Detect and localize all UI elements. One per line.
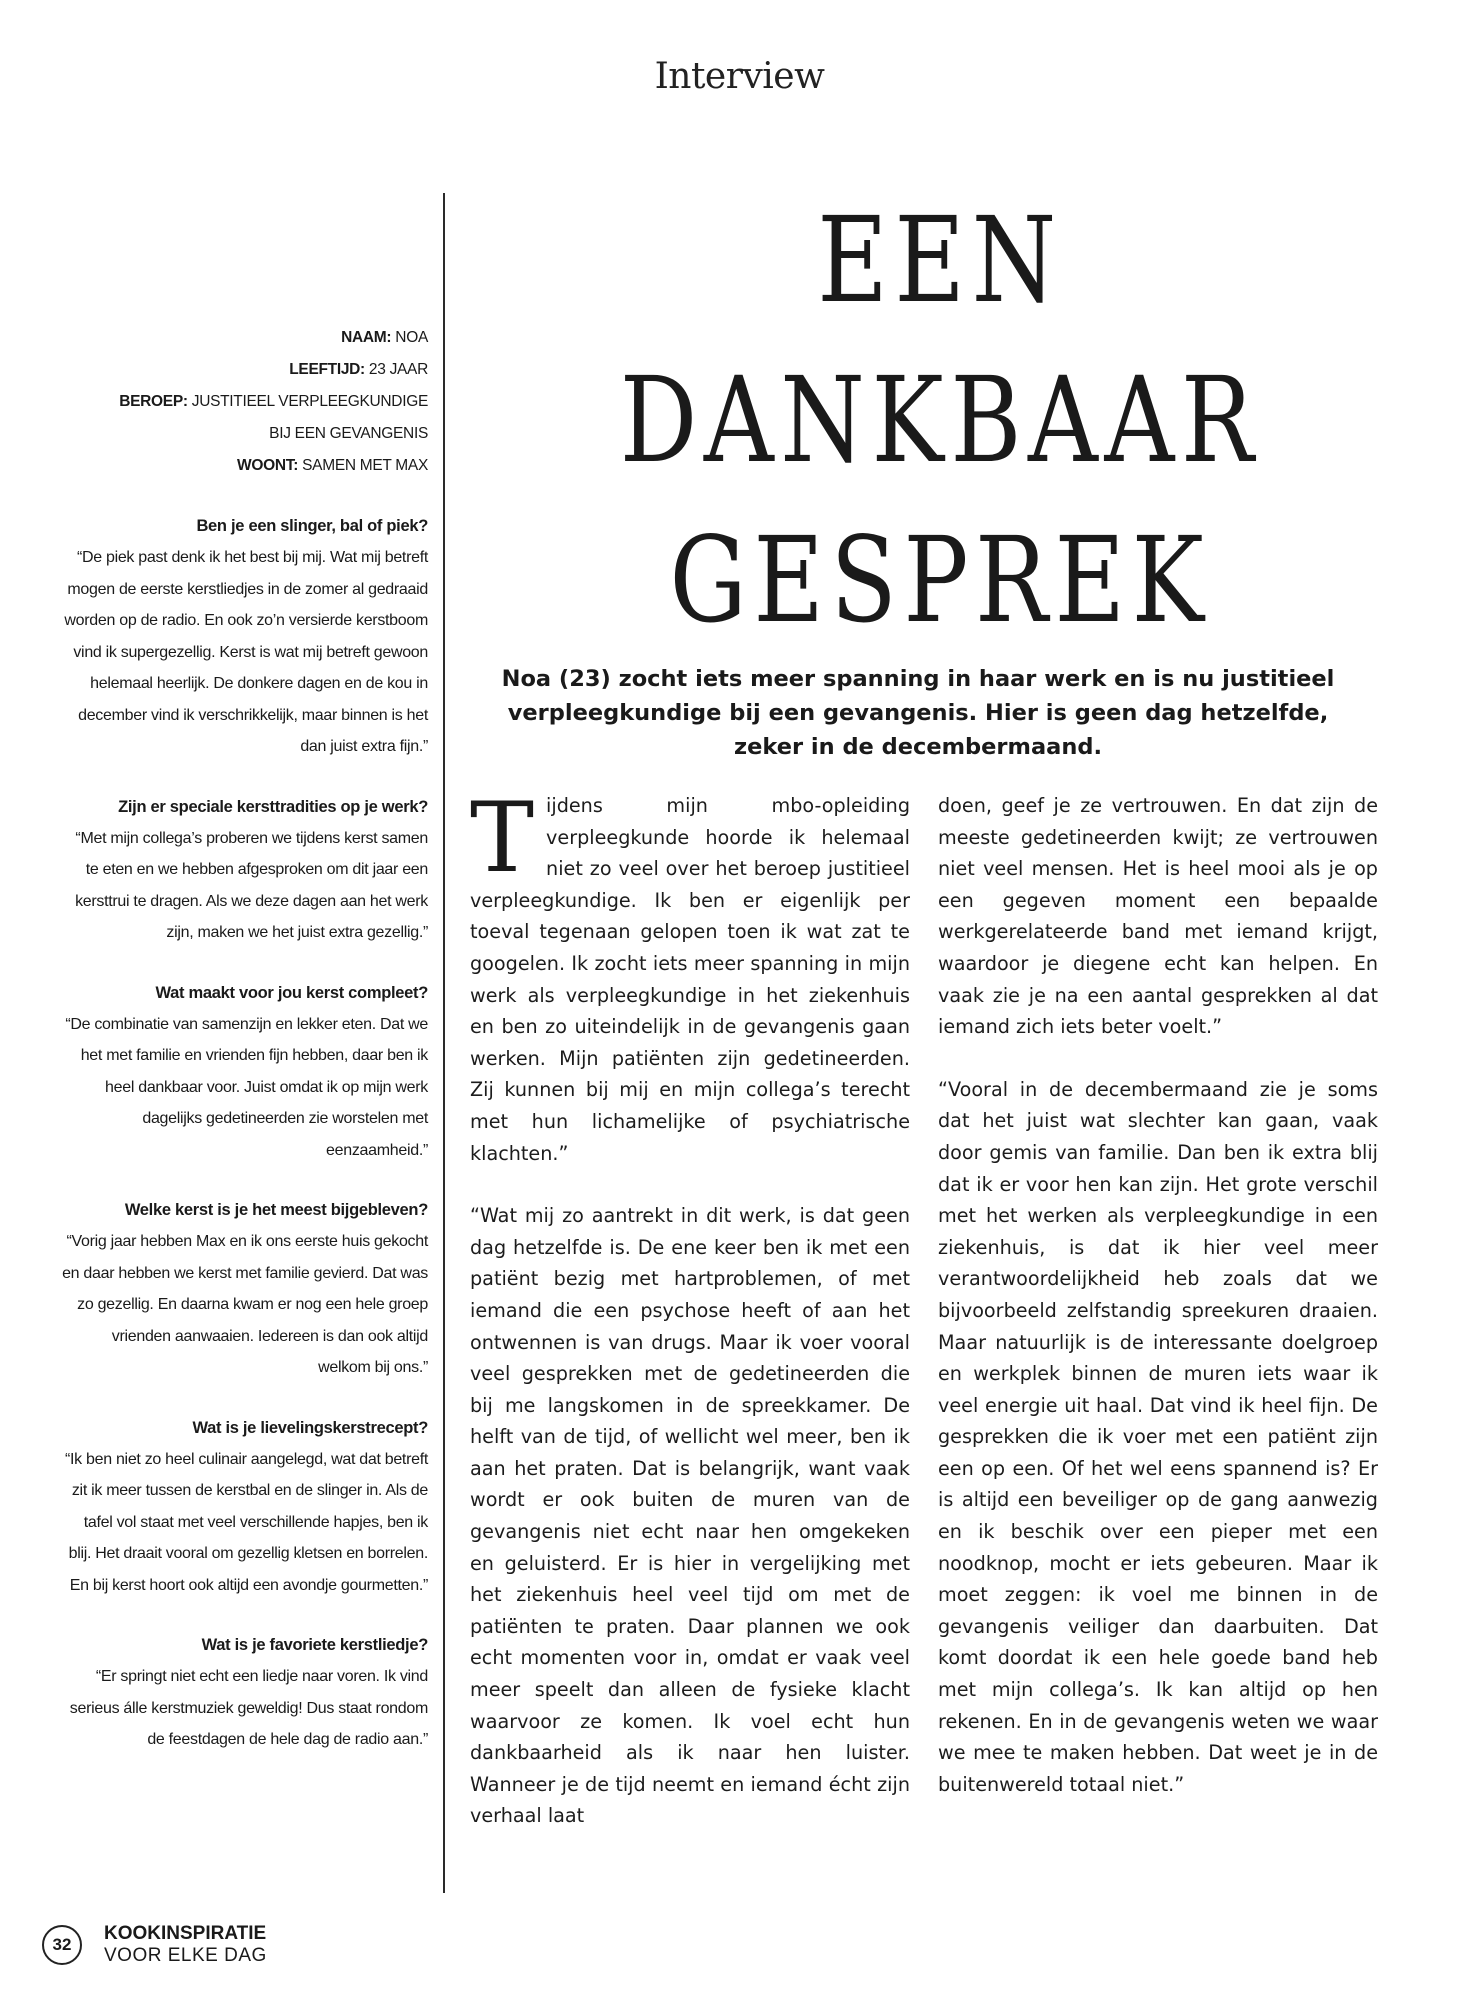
qa-answer: “Met mijn collega’s proberen we tijdens kerst samen te eten en we hebben afgesproken om dit jaar een kersttrui te dragen. Als we deze dagen aan het werk zijn, maken we het juist extra gezellig.” <box>75 829 428 941</box>
body-column-2 <box>938 790 1378 1831</box>
qa-question: Wat maakt voor jou kerst compleet? <box>155 983 428 1002</box>
qa-item <box>60 1194 428 1384</box>
qa-item <box>60 1629 428 1756</box>
profile-box <box>60 322 428 482</box>
body-column-1 <box>470 782 910 1863</box>
qa-question: Welke kerst is je het meest bijgebleven? <box>124 1201 428 1219</box>
intro-lead: Noa (23) zocht iets meer spanning in haar werk en is nu justitieel verpleegkundige bij een gevangenis. Hier is geen dag hetzelfde, zeker in de decembermaand. <box>501 666 1335 760</box>
profile-age: LEEFTIJD: 23 JAAR <box>289 361 428 378</box>
body-paragraph: “Wat mij zo aantrekt in dit werk, is dat geen dag hetzelfde is. De ene keer ben ik met een patiënt bezig met hartproblemen, of met iemand die een psychose heeft of aan het ontwennen is van drugs. Maar ik voer vooral veel gesprekken met de gedetineerden die bij me langskomen in de spreekkamer. De helft van de tijd, of wellicht wel meer, ben ik aan het praten. Dat is belangrijk, want vaak wordt er ook buiten de muren van de gevangenis niet echt naar hen omgekeken en geluisterd. Er is hier in vergelijking met het ziekenhuis heel veel tijd om met de patiënten te praten. Daar plannen we ook echt momenten voor in, omdat er vaak veel meer speelt dan alleen de fysieke klacht waarvoor ze komen. Ik voel echt hun dankbaarheid als ik naar hen luister. Wanneer je de tijd neemt en iemand écht zijn verhaal laat <box>470 1204 910 1828</box>
headline <box>470 180 1410 660</box>
qa-answer: “Ik ben niet zo heel culinair aangelegd, wat dat betreft zit ik meer tussen de kerstbal en de slinger in. Als de tafel vol staat met veel verschillende hapjes, ben ik blij. Het draait vooral om gezellig kletsen en borrelen. En bij kerst hoort ook altijd een avondje gourmetten.” <box>65 1450 428 1594</box>
profile-name: NAAM: NOA <box>341 329 428 346</box>
body-paragraph: doen, geef je ze vertrouwen. En dat zijn de meeste gedetineerden kwijt; ze vertrouwen niet veel mensen. Het is heel mooi als je op een gegeven moment een bepaalde werkgerelateerde band met iemand krijgt, waardoor je diegene echt kan helpen. En vaak zie je na een aantal gesprekken al dat iemand zich iets beter voelt.” <box>938 794 1378 1039</box>
headline-line-3: GESPREK <box>669 511 1211 649</box>
qa-item <box>60 1412 428 1602</box>
qa-item <box>60 510 428 763</box>
profile-job: BEROEP: JUSTITIEEL VERPLEEGKUNDIGE BIJ EEN GEVANGENIS <box>119 393 428 442</box>
drop-cap: T <box>470 782 535 894</box>
headline-line-2: DANKBAAR <box>619 351 1261 489</box>
qa-item <box>60 977 428 1167</box>
body-paragraph: Tijdens mijn mbo-opleiding verpleegkunde hoorde ik helemaal niet zo veel over het beroep justitieel verpleegkundige. Ik ben er eigenlijk per toeval tegenaan gelopen toen ik wat zat te googelen. Ik zocht iets meer spanning in mijn werk als verpleegkundige in het ziekenhuis en ben zo uiteindelijk in de gevangenis gaan werken. Mijn patiënten zijn gedetineerden. Zij kunnen bij mij en mijn collega’s terecht met hun lichamelijke of psychiatrische klachten.” <box>470 782 910 1165</box>
magazine-brand <box>104 1923 267 1967</box>
qa-answer: “Vorig jaar hebben Max en ik ons eerste huis gekocht en daar hebben we kerst met familie gevierd. Dat was zo gezellig. En daarna kwam er nog een hele groep vrienden aanwaaien. Iedereen is dan ook altijd welkom bij ons.” <box>62 1233 428 1376</box>
qa-question: Ben je een slinger, bal of piek? <box>196 517 428 535</box>
qa-question: Wat is je favoriete kerstliedje? <box>201 1636 428 1654</box>
brand-line-1: KOOKINSPIRATIE <box>104 1923 267 1944</box>
headline-line-1: EEN <box>817 191 1063 329</box>
qa-question: Zijn er speciale kersttradities op je werk? <box>118 797 428 816</box>
qa-answer: “Er springt niet echt een liedje naar voren. Ik vind serieus álle kerstmuziek geweldig! Dus staat rondom de feestdagen de hele dag de radio aan.” <box>69 1668 428 1748</box>
section-label: Interview <box>654 56 825 97</box>
column-divider <box>443 193 445 1893</box>
body-paragraph: “Vooral in de decembermaand zie je soms dat het juist wat slechter kan gaan, vaak door gemis van familie. Dan ben ik extra blij dat ik er voor hen kan zijn. Het grote verschil met het werken als verpleegkundige in een ziekenhuis, is dat ik hier veel meer verantwoordelijkheid heb zoals dat we bijvoorbeeld zelfstandig spreekuren draaien. Maar natuurlijk is de interessante doelgroep en werkplek binnen de muren iets waar ik veel energie uit haal. Dat vind ik heel fijn. De gesprekken die ik voer met een patiënt zijn een op een. Of het wel eens spannend is? Er is altijd een beveiliger op de gang aanwezig en ik beschik over een pieper met een noodknop, mocht er iets gebeuren. Maar ik moet zeggen: ik voel me binnen in de gevangenis veiliger dan daarbuiten. Dat komt doordat ik een hele goede band heb met mijn collega’s. Ik kan altijd op hen rekenen. En in de gevangenis weten we waar we mee te maken hebben. Dat weet je in de buitenwereld totaal niet.” <box>938 1077 1378 1796</box>
qa-answer: “De piek past denk ik het best bij mij. Wat mij betreft mogen de eerste kerstliedjes in de zomer al gedraaid worden op de radio. En ook zo’n versierde kerstboom vind ik supergezellig. Kerst is wat mij betreft gewoon helemaal heerlijk. De donkere dagen en de kou in december vind ik verschrikkelijk, maar binnen is het dan juist extra fijn.” <box>64 549 428 755</box>
qa-question: Wat is je lievelingskerstrecept? <box>192 1418 428 1437</box>
qa-answer: “De combinatie van samenzijn en lekker eten. Dat we het met familie en vrienden fijn hebben, daar ben ik heel dankbaar voor. Juist omdat ik op mijn werk dagelijks gedetineerden zie worstelen met eenzaamheid.” <box>65 1015 428 1159</box>
sidebar <box>60 322 428 1756</box>
qa-item <box>60 791 428 949</box>
profile-home: WOONT: SAMEN MET MAX <box>237 457 428 474</box>
brand-line-2: VOOR ELKE DAG <box>104 1945 267 1966</box>
page-number: 32 <box>42 1925 82 1965</box>
